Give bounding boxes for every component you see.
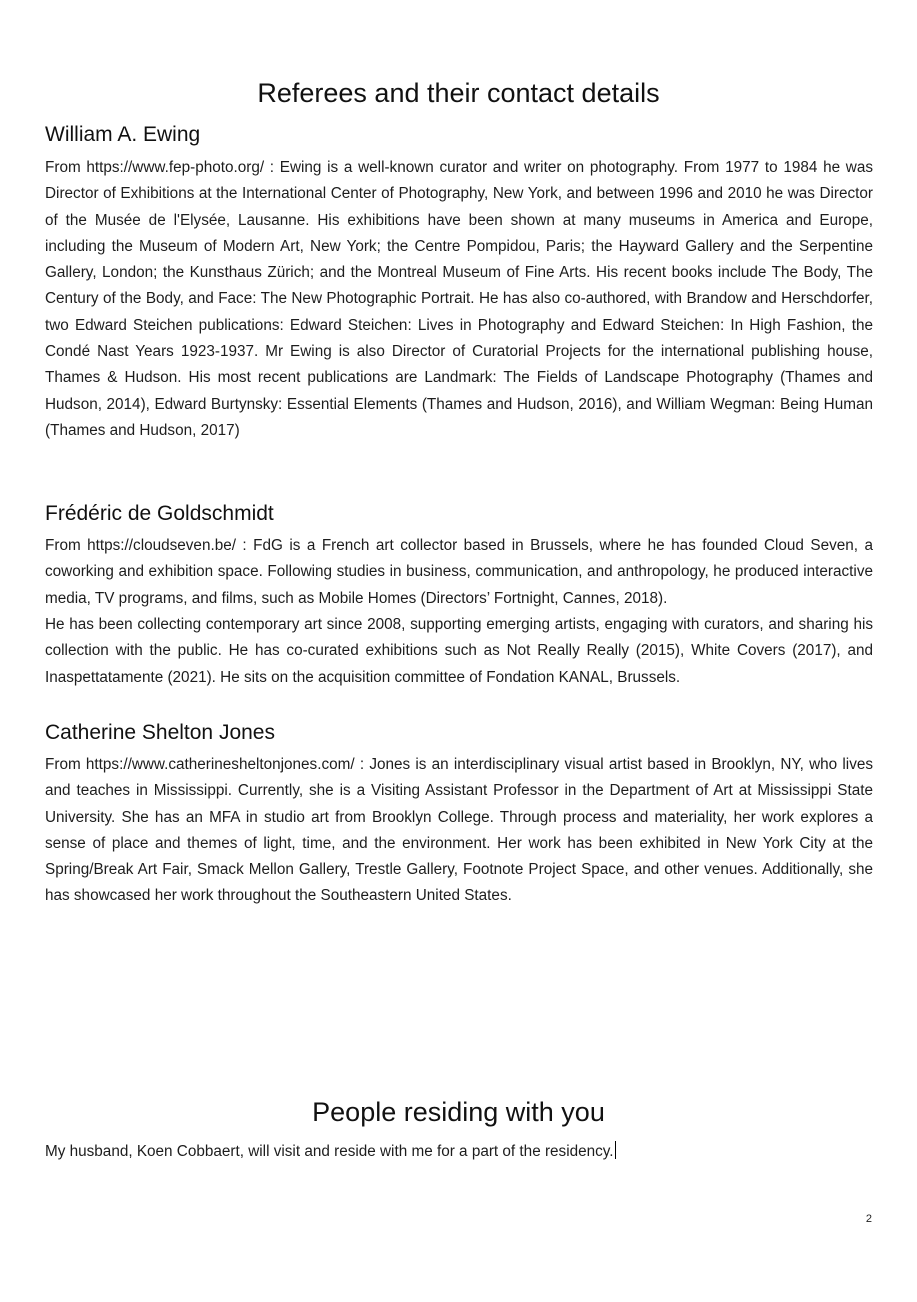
page-number: 2 [865,1213,872,1225]
referee-name-jones: Catherine Shelton Jones [45,721,275,744]
referee-name-ewing: William A. Ewing [45,123,201,146]
referee-bio-goldschmidt-1: From https://cloudseven.be/ : FdG is a French art collector based in Brussels, where he has founded Cloud Seven, a coworking and exhibition space. Following studies in business, communication, and anthropology, he produced interactive media, TV programs, and films, such as Mobile Homes (Directors’ Fortnight, Cannes, 2018). [45,537,873,607]
referee-name-goldschmidt: Frédéric de Goldschmidt [45,502,274,525]
text-cursor [615,1141,616,1159]
residing-text: My husband, Koen Cobbaert, will visit and reside with me for a part of the residency. [45,1143,614,1160]
referee-bio-goldschmidt-2: He has been collecting contemporary art since 2008, supporting emerging artists, engaging with curators, and sharing his collection with the public. He has co-curated exhibitions such as Not Really Really (2015), White Covers (2017), and Inaspettatamente (2021). He sits on the acquisition committee of Fondation KANAL, Brussels. [45,616,873,686]
residing-text-block[interactable] [45,1139,873,1165]
referees-heading: Referees and their contact details [257,78,660,108]
referee-bio-ewing: From https://www.fep-photo.org/ : Ewing is a well-known curator and writer on photography. From 1977 to 1984 he was Director of Exhibitions at the International Center of Photography, New York, and between 1996 and 2010 he was Director of the Musée de l'Elysée, Lausanne. His exhibitions have been shown at many museums in America and Europe, including the Museum of Modern Art, New York; the Centre Pompidou, Paris; the Hayward Gallery and the Serpentine Gallery, London; the Kunsthaus Zürich; and the Montreal Museum of Fine Arts. His recent books include The Body, The Century of the Body, and Face: The New Photographic Portrait. He has also co-authored, with Brandow and Herschdorfer, two Edward Steichen publications: Edward Steichen: Lives in Photography and Edward Steichen: In High Fashion, the Condé Nast Years 1923-1937. Mr Ewing is also Director of Curatorial Projects for the international publishing house, Thames & Hudson. His most recent publications are Landmark: The Fields of Landscape Photography (Thames and Hudson, 2014), Edward Burtynsky: Essential Elements (Thames and Hudson, 2016), and William Wegman: Being Human (Thames and Hudson, 2017) [45,159,873,439]
referee-bio-jones: From https://www.catherinesheltonjones.com/ : Jones is an interdisciplinary visual artist based in Brooklyn, NY, who lives and teaches in Mississippi. Currently, she is a Visiting Assistant Professor in the Department of Art at Mississippi State University. She has an MFA in studio art from Brooklyn College. Through process and materiality, her work explores a sense of place and themes of light, time, and the environment. Her work has been exhibited in New York City at the Spring/Break Art Fair, Smack Mellon Gallery, Trestle Gallery, Footnote Project Space, and other venues. Additionally, she has showcased her work throughout the Southeastern United States. [45,756,873,905]
residing-heading: People residing with you [312,1097,605,1127]
